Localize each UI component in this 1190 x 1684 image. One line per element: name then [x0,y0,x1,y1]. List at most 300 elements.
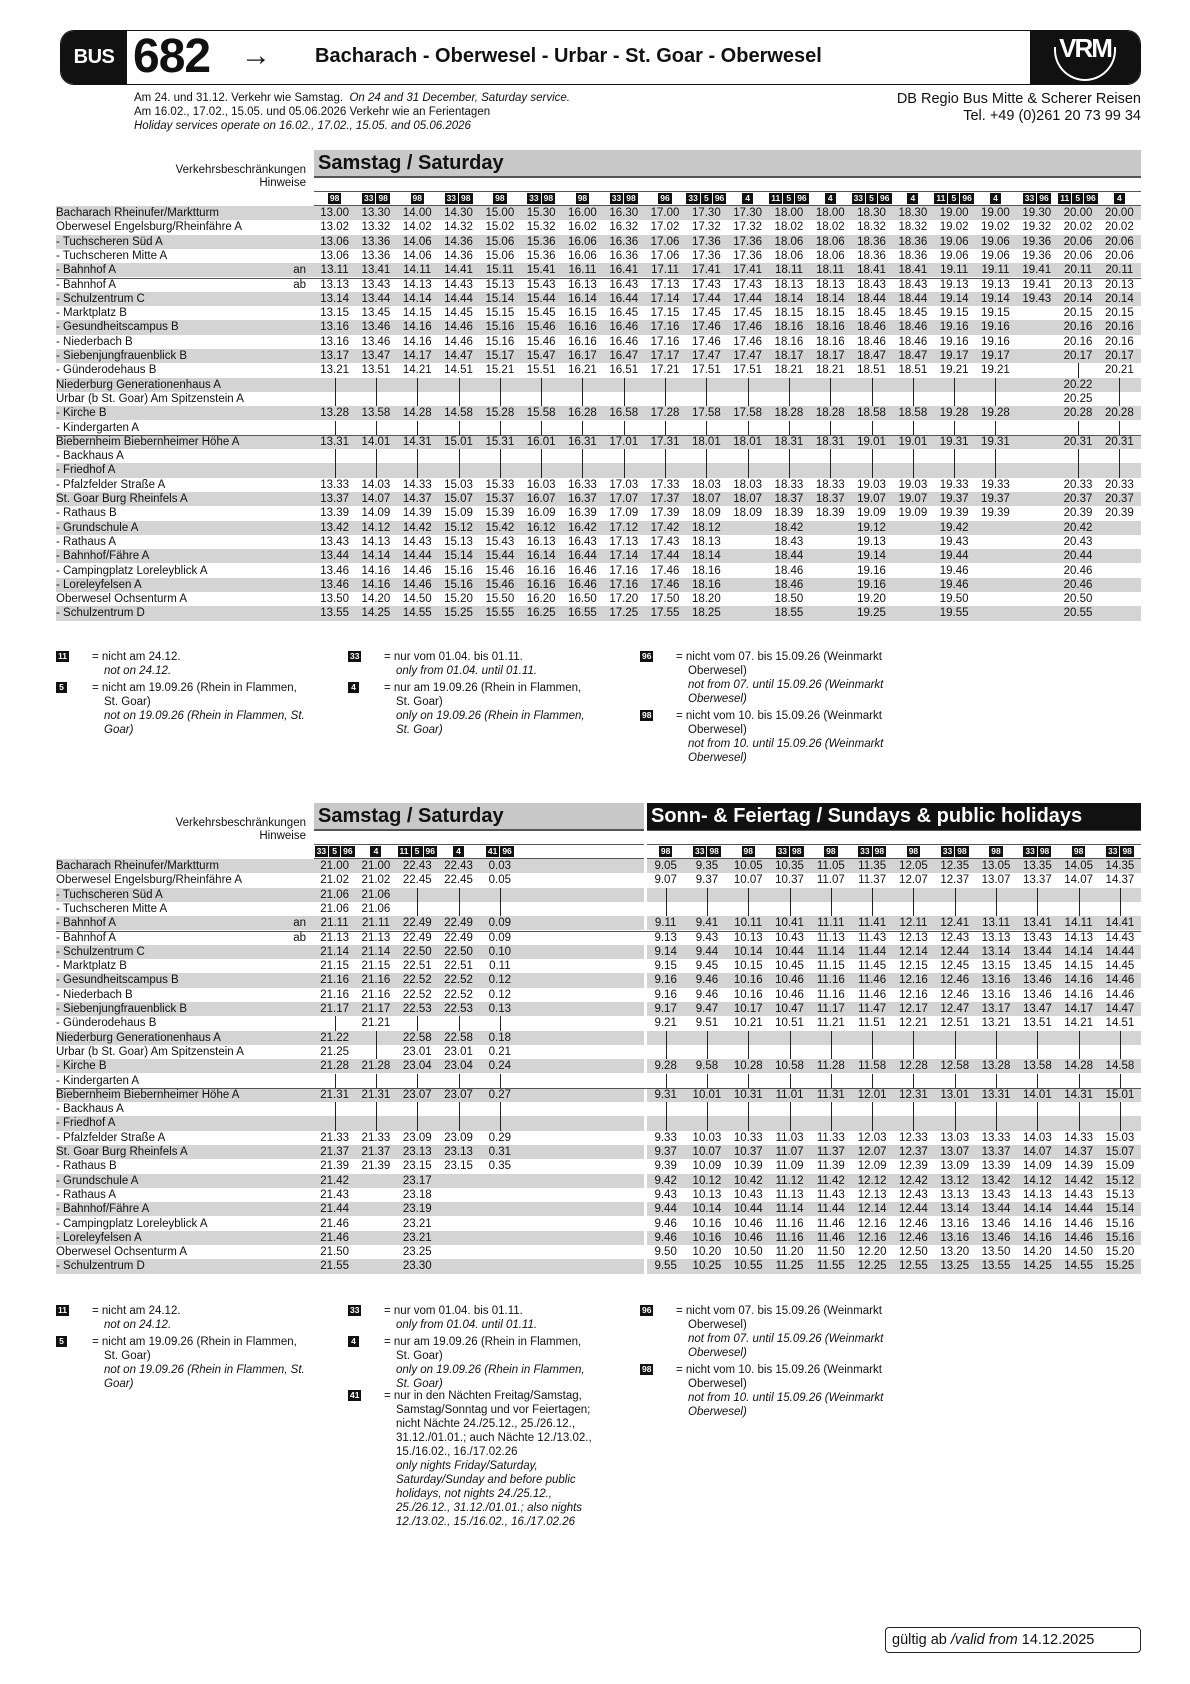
departure-time: 23.17 [402,1174,432,1187]
departure-time: 12.46 [940,974,970,987]
pass-through-line [645,1045,686,1059]
departure-time: 17.45 [691,307,721,320]
stop-name: - Bahnhof A [56,917,117,930]
note-badge-96: 96 [880,193,890,203]
departure-time: 10.12 [692,1174,722,1187]
departure-time: 15.14 [1105,1203,1135,1216]
departure-time: 14.47 [1105,1003,1135,1015]
pass-through-line [397,1116,438,1130]
pass-through-line-mark [748,1045,749,1059]
departure-time: 20.55 [1063,607,1093,620]
pass-through-line [645,888,686,902]
departure-time [1016,421,1057,435]
departure-time: 18.06 [774,235,804,248]
pass-through-line [852,1116,893,1130]
stop-name: Biebernheim Biebernheimer Höhe A [56,1088,240,1101]
departure-time: 20.17 [1104,350,1134,362]
departure-time: 14.07 [361,493,391,505]
stop-name: - Niederbach B [56,335,133,348]
note-badge-96: 96 [797,193,807,203]
departure-time: 9.55 [654,1260,677,1273]
pass-through-line-mark [831,1116,832,1130]
footnote-de: = nicht vom 07. bis 15.09.26 (Weinmarkt Oberwesel) [676,1305,882,1331]
departure-time: 13.21 [320,364,350,377]
stop-row [56,435,310,449]
departure-time: 20.16 [1063,321,1093,334]
departure-time: 18.51 [857,364,886,377]
pass-through-line-mark [666,888,667,902]
pass-through-line [1099,1031,1140,1045]
departure-time: 19.31 [981,435,1010,448]
departure-time: 18.36 [857,235,886,248]
departure-time: 14.16 [402,321,432,334]
departure-time: 18.41 [857,264,886,277]
pass-through-line-mark [541,421,542,435]
note-badges [852,846,893,857]
departure-time: 18.37 [815,493,845,505]
stop-row [56,564,310,578]
pass-through-line [479,392,520,406]
pass-through-line [1099,463,1140,477]
departure-time: 16.36 [609,235,639,248]
note-badges [438,193,479,204]
departure-time: 15.46 [526,321,556,334]
departure-time: 12.46 [899,1217,928,1230]
departure-time: 12.41 [940,917,970,930]
pass-through-line [314,1074,355,1088]
pass-through-line-mark [459,1074,460,1088]
departure-time: 19.09 [898,507,928,520]
stop-row [56,873,310,887]
departure-time: 16.41 [609,264,639,277]
pass-through-line-mark [789,421,790,435]
departure-time: 16.42 [568,521,597,534]
departure-time: 19.16 [981,321,1010,334]
pass-through-line [397,1074,438,1088]
departure-time: 11.16 [775,1217,804,1230]
footnote-en: not on 24.12. [104,1319,172,1331]
departure-time: 10.09 [692,1160,722,1173]
departure-time: 15.45 [526,307,556,320]
departure-time: 21.28 [320,1060,350,1073]
departure-time: 16.47 [609,350,639,362]
departure-time: 20.14 [1104,292,1134,305]
departure-time: 21.15 [320,960,350,973]
departure-time: 9.13 [654,931,677,944]
departure-time: 11.14 [816,945,845,958]
departure-time: 16.02 [568,221,597,234]
pass-through-line-mark [790,1102,791,1116]
departure-time: 17.17 [650,350,680,362]
departure-time: 10.33 [733,1131,763,1144]
departure-time: 16.31 [568,435,597,448]
footnote-n5 [56,681,306,737]
departure-time: 11.12 [775,1174,804,1187]
note-badge-98: 98 [792,846,802,856]
departure-time: 10.31 [733,1088,763,1101]
note-badge-33: 33 [611,193,622,203]
departure-time: 18.01 [733,435,763,448]
pass-through-line-mark [955,1102,956,1116]
pass-through-line-mark [996,1045,997,1059]
departure-time: 14.12 [1022,1174,1052,1187]
departure-time [479,1174,520,1188]
departure-time: 23.01 [444,1045,473,1058]
departure-time: 17.07 [609,493,639,505]
departure-time: 11.51 [858,1017,887,1030]
note-badge-4: 4 [742,193,753,204]
departure-time: 16.07 [526,493,556,505]
departure-time: 23.25 [402,1246,432,1259]
departure-time [892,549,933,563]
departure-time: 19.13 [939,278,969,291]
pass-through-line [934,421,975,435]
departure-time: 16.14 [568,292,597,305]
departure-time: 19.39 [939,507,969,520]
pass-through-line [479,378,520,392]
departure-time [479,1188,520,1202]
departure-time: 17.14 [609,550,639,563]
departure-time: 17.20 [609,593,639,606]
departure-time: 18.06 [815,235,845,248]
departure-time: 10.20 [692,1246,722,1259]
departure-time: 19.46 [939,564,969,577]
departure-time: 11.43 [858,931,887,944]
departure-time: 13.17 [981,1003,1011,1015]
departure-time: 14.21 [1064,1017,1094,1030]
pass-through-line-mark [913,888,914,902]
departure-time: 17.28 [650,407,680,420]
departure-time: 17.46 [733,335,763,348]
departure-time [438,1188,479,1202]
footnote-de: = nicht am 19.09.26 (Rhein in Flammen, St. Goar) [92,682,297,708]
departure-time: 19.36 [1022,249,1052,262]
departure-time [1016,378,1057,392]
departure-time: 20.15 [1104,307,1134,320]
footnote-de: = nur vom 01.04. bis 01.11. [384,1305,523,1317]
departure-time: 15.16 [1105,1231,1135,1244]
departure-time [1016,478,1057,492]
departure-time: 13.37 [1022,874,1052,887]
pass-through-line-mark [335,1074,336,1088]
footnote-en: only from 01.04. until 01.11. [396,1319,538,1331]
pass-through-line-mark [913,1045,914,1059]
departure-time: 15.37 [485,493,515,505]
departure-time: 9.33 [654,1131,677,1144]
departure-time: 21.31 [320,1088,350,1101]
pass-through-line [893,902,934,916]
departure-time: 22.45 [402,874,432,887]
pass-through-line-mark [995,449,996,463]
pass-through-line-mark [459,463,460,477]
departure-time: 10.16 [733,988,763,1001]
departure-time: 19.16 [857,564,886,577]
pass-through-line [686,1031,727,1045]
pass-through-line-mark [500,888,501,902]
departure-time: 17.12 [609,521,639,534]
pass-through-line [355,1116,396,1130]
footnote-de: = nur am 19.09.26 (Rhein in Flammen, St. Goar) [384,1336,582,1362]
departure-time: 16.00 [568,207,597,219]
footnote-de: = nicht am 19.09.26 (Rhein in Flammen, St. Goar) [92,1336,297,1362]
pass-through-line-mark [913,1116,914,1130]
departure-time: 21.11 [361,917,390,930]
departure-time: 19.14 [939,292,969,305]
departure-time: 19.28 [939,407,969,420]
operator-name: DB Regio Bus Mitte & Scherer Reisen [896,91,1141,107]
departure-time [1016,463,1057,477]
footnote-de: = nur am 19.09.26 (Rhein in Flammen, St. Goar) [384,682,582,708]
pass-through-line-mark [872,421,873,435]
pass-through-line [769,1116,810,1130]
departure-time: 13.41 [1022,917,1052,930]
footnote-de: = nicht vom 07. bis 15.09.26 (Weinmarkt Oberwesel) [676,651,882,677]
pass-through-line [355,1045,396,1059]
operator-phone: Tel. +49 (0)261 20 73 99 34 [963,108,1141,124]
stop-row [56,1188,310,1202]
departure-time: 18.02 [774,221,804,234]
departure-time: 14.42 [402,521,432,534]
footnote-de: = nur vom 01.04. bis 01.11. [384,651,523,663]
departure-time: 9.28 [654,1060,677,1073]
departure-label: ab [293,931,306,944]
note-badge-33: 33 [363,193,374,203]
departure-time: 22.45 [444,874,473,887]
departure-time: 17.36 [691,249,721,262]
departure-time: 13.44 [1022,945,1052,958]
pass-through-line-mark [624,421,625,435]
departure-time: 20.16 [1104,321,1134,334]
departure-time: 9.11 [654,917,677,930]
timetable-title: Samstag / Saturday [314,150,1141,177]
departure-time [355,1217,396,1231]
stop-row [56,378,310,392]
departure-time: 14.33 [1064,1131,1094,1144]
pass-through-line-mark [666,1074,667,1088]
pass-through-line [314,1016,355,1030]
departure-time: 17.41 [691,264,721,277]
pass-through-line-mark [665,378,666,392]
departure-time: 18.50 [774,593,804,606]
note-badge-98: 98 [874,846,885,856]
departure-time: 17.16 [650,335,680,348]
departure-time: 20.17 [1063,350,1093,362]
departure-time: 16.51 [609,364,639,377]
note-badge-33: 33 [446,193,457,203]
stop-row [56,1231,310,1245]
pass-through-line [728,1045,769,1059]
departure-time: 12.20 [857,1246,887,1259]
note-badges [645,846,686,857]
departure-time: 18.42 [774,521,804,534]
departure-time: 13.05 [981,860,1011,872]
pass-through-line [314,1102,355,1116]
departure-time: 9.46 [654,1217,677,1230]
departure-time: 17.30 [733,207,763,219]
pass-through-line [603,392,644,406]
departure-time: 11.01 [775,1088,804,1101]
departure-time: 18.32 [857,221,886,234]
departure-time: 13.07 [981,874,1011,887]
departure-time: 13.58 [1022,1060,1052,1073]
departure-time: 18.30 [857,207,886,219]
departure-time: 22.49 [402,931,432,944]
departure-time: 20.44 [1063,550,1093,563]
departure-time [727,521,768,535]
pass-through-line-mark [624,392,625,406]
pass-through-line [479,421,520,435]
departure-time: 16.30 [609,207,639,219]
departure-time: 14.39 [1064,1160,1094,1173]
pass-through-line-mark [790,1116,791,1130]
note-badges [1099,193,1140,204]
notes-label: Hinweise [259,177,306,189]
departure-time: 17.51 [691,364,721,377]
pass-through-line [728,902,769,916]
departure-time: 18.14 [691,550,721,563]
departure-time: 22.51 [444,960,473,973]
note-badge-5: 5 [1072,193,1083,204]
stop-row [56,1102,310,1116]
departure-time: 9.42 [654,1174,677,1187]
departure-time: 12.07 [899,874,928,887]
footnote-en: not from 07. until 15.09.26 (Weinmarkt Oberwesel) [688,679,884,705]
note-badge-5: 5 [412,846,423,857]
note-badge-5: 5 [56,682,67,693]
departure-time: 14.37 [1105,874,1135,887]
departure-time: 10.07 [733,874,763,887]
pass-through-line-mark [830,421,831,435]
pass-through-line-mark [500,421,501,435]
departure-time: 13.46 [981,1217,1011,1230]
pass-through-line-mark [376,1102,377,1116]
departure-time: 16.17 [568,350,597,362]
departure-time: 16.09 [526,507,556,520]
pass-through-line [810,1074,851,1088]
departure-time: 15.03 [444,478,473,491]
note-badges [975,846,1016,857]
departure-time: 22.53 [444,1003,473,1015]
departure-time: 21.37 [320,1146,350,1158]
departure-time: 10.37 [775,874,804,887]
departure-time: 23.18 [402,1188,432,1201]
pass-through-line-mark [872,392,873,406]
departure-time: 0.11 [489,960,511,973]
note-badges [851,193,892,204]
note-badge-33: 33 [777,846,788,856]
departure-time [479,1217,520,1231]
departure-time: 21.14 [320,945,350,958]
departure-time: 23.09 [444,1131,473,1144]
departure-time: 21.46 [320,1231,350,1244]
stop-row [56,1174,310,1188]
pass-through-line [892,421,933,435]
pass-through-line [769,1074,810,1088]
pass-through-line-mark [830,463,831,477]
footnote-de: = nicht am 24.12. [92,1305,181,1317]
departure-time: 0.10 [488,945,512,958]
departure-time: 9.39 [654,1160,677,1173]
departure-time: 10.44 [775,945,804,958]
departure-time: 17.58 [733,407,763,420]
stop-name: - Rathaus B [56,1160,117,1173]
departure-time: 0.12 [488,988,512,1001]
pass-through-line-mark [582,421,583,435]
note-badge-98: 98 [495,193,505,203]
departure-time: 19.44 [939,550,969,563]
departure-time: 18.11 [816,264,845,277]
pass-through-line-mark [955,1116,956,1130]
departure-time: 14.01 [1022,1088,1052,1101]
pass-through-line-mark [376,463,377,477]
stop-name: - Tuchscheren Mitte A [56,902,168,915]
departure-time [975,521,1016,535]
pass-through-line-mark [955,1045,956,1059]
departure-time: 13.46 [320,564,350,577]
pass-through-line-mark [790,888,791,902]
departure-time: 20.14 [1063,292,1093,305]
note-badge-96: 96 [962,193,972,203]
departure-time: 17.47 [733,350,763,362]
departure-time: 13.15 [981,960,1011,973]
departure-time [727,535,768,549]
departure-time [479,1202,520,1216]
departure-time: 13.45 [1022,960,1052,973]
departure-time: 21.39 [361,1160,391,1173]
departure-time: 18.43 [857,278,886,291]
footnote-en: not from 10. until 15.09.26 (Weinmarkt Oberwesel) [688,738,884,764]
departure-time: 18.09 [691,507,721,520]
departure-time: 22.49 [444,917,473,930]
departure-time: 13.14 [320,292,350,305]
pass-through-line [521,378,562,392]
departure-time: 14.16 [361,564,391,577]
pass-through-line [686,1045,727,1059]
pass-through-line [479,449,520,463]
departure-time: 23.30 [402,1260,432,1273]
stop-row [56,235,310,249]
pass-through-line-mark [707,1074,708,1088]
departure-time: 13.16 [940,1217,970,1230]
pass-through-line-mark [955,888,956,902]
note-badge-98: 98 [642,710,652,720]
departure-time: 14.44 [1105,945,1135,958]
departure-time: 10.25 [692,1260,722,1273]
note-badge-33: 33 [529,193,539,203]
departure-time: 11.07 [775,1146,804,1158]
departure-time: 18.00 [774,207,804,219]
departure-time: 18.28 [815,407,845,420]
pass-through-line-mark [706,421,707,435]
pass-through-line-mark [417,1116,418,1130]
departure-time: 11.50 [816,1246,845,1259]
pass-through-line [314,392,355,406]
departure-time: 20.33 [1104,478,1134,491]
arrival-label: an [293,917,306,930]
pass-through-line-mark [830,392,831,406]
departure-time: 12.16 [857,1231,887,1244]
departure-time: 15.00 [485,207,515,219]
stop-row [56,506,310,520]
pass-through-line-mark [748,902,749,916]
pass-through-line-mark [459,392,460,406]
departure-time: 17.47 [691,350,721,362]
departure-time: 13.28 [320,407,350,420]
departure-time: 18.46 [898,321,928,334]
departure-time: 16.16 [568,321,597,334]
departure-time [438,1217,479,1231]
footnote-en: only on 19.09.26 (Rhein in Flammen, St. Goar) [396,710,585,736]
